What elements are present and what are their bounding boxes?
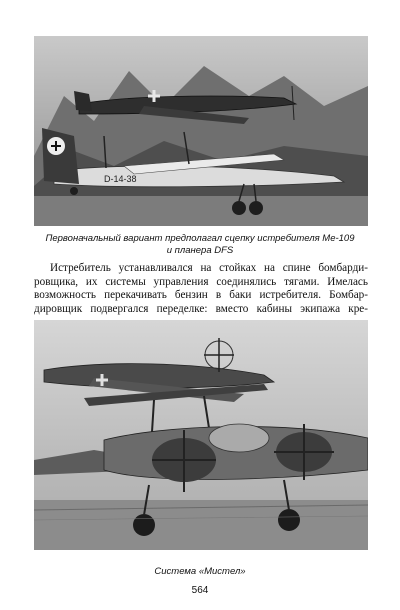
figure-1-caption bbox=[20, 233, 380, 257]
body-line: возможность перекачивать бензин в баки истребителя. Бомбар- bbox=[34, 289, 368, 301]
photo-mistel-system bbox=[34, 320, 368, 550]
body-paragraph bbox=[34, 262, 368, 316]
figure-1-caption-line-2: и планера DFS bbox=[166, 245, 234, 256]
glider-registration: D-14-38 bbox=[104, 174, 137, 184]
body-line: ровщика, их системы управления соединялись тягами. Имелась bbox=[34, 275, 368, 288]
photo-me109-dfs-glider bbox=[34, 36, 368, 226]
body-line: дировщик подвергался переделке: вместо кабины экипажа кре- bbox=[34, 302, 368, 315]
body-line: Истребитель устанавливался на стойках на спине бомбарди- bbox=[50, 262, 368, 274]
photo-1-image bbox=[34, 36, 368, 226]
photo-2-image bbox=[34, 320, 368, 550]
figure-1-caption-line-1: Первоначальный вариант предполагал сцепку истребителя Ме-109 bbox=[45, 233, 355, 244]
figure-2-caption: Система «Мистел» bbox=[154, 566, 246, 577]
page-number: 564 bbox=[191, 585, 209, 596]
